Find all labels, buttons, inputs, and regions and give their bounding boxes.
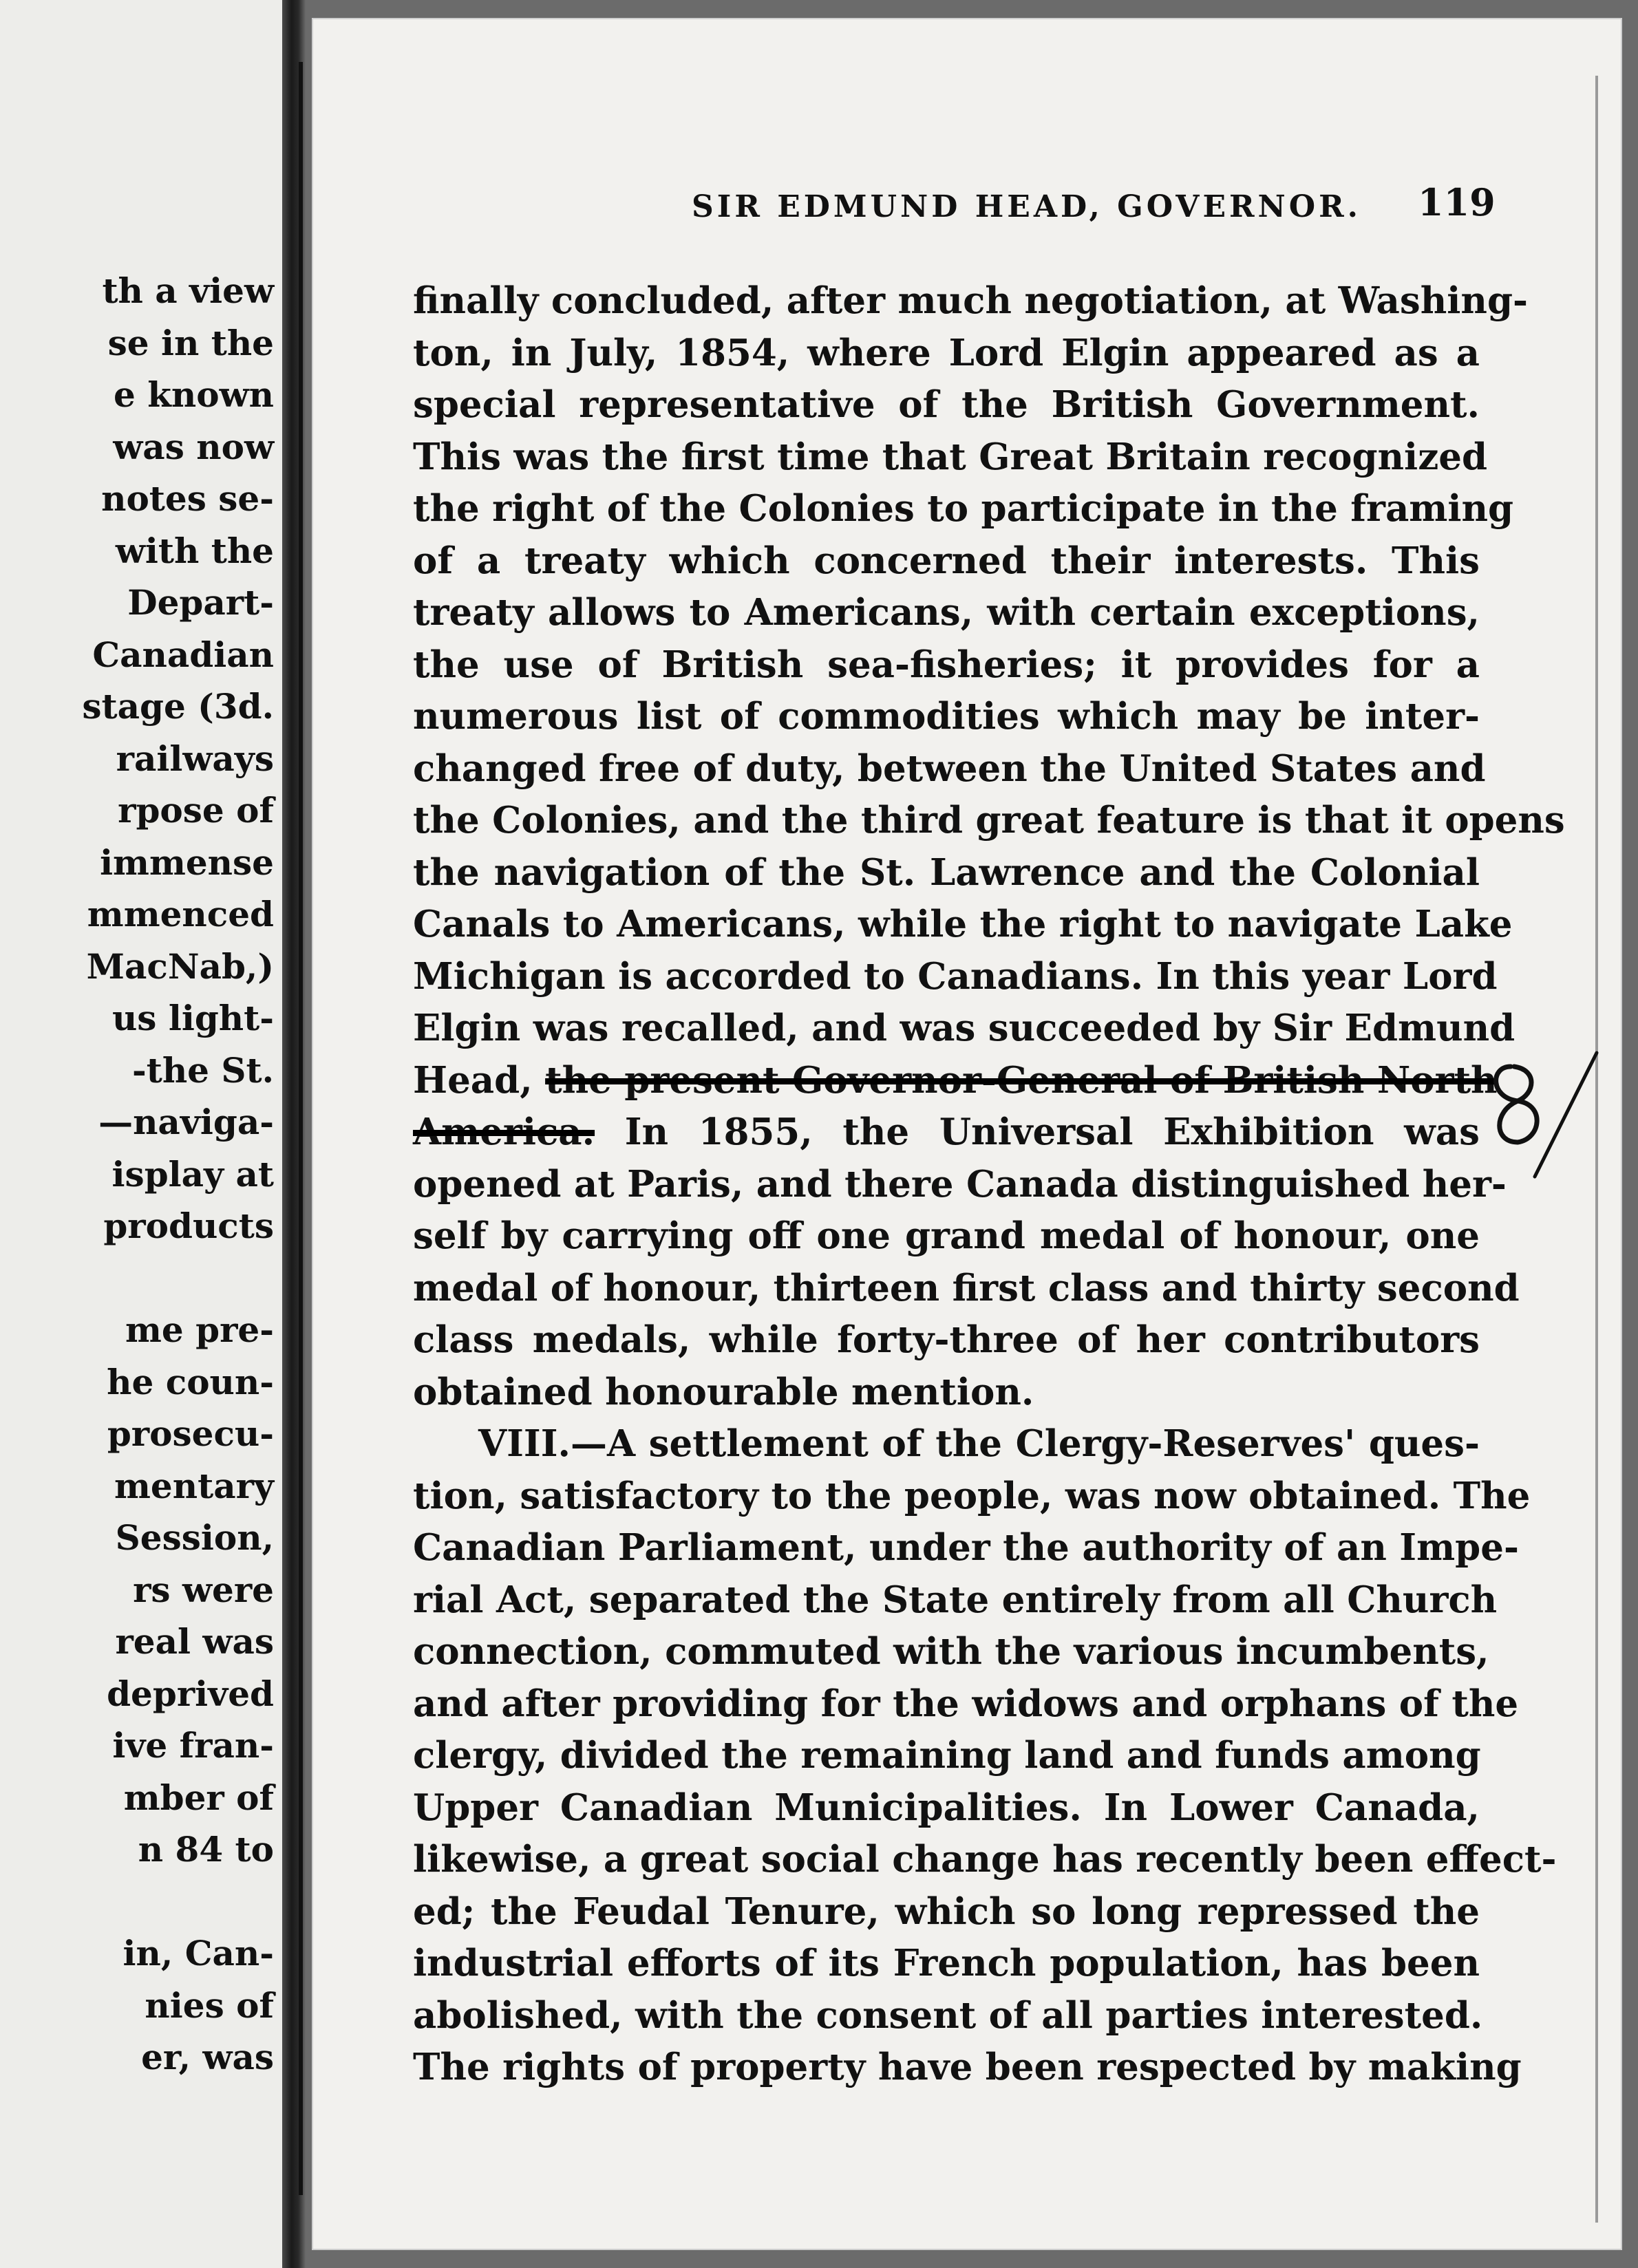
- body-line: special representative of the British Government.: [413, 383, 1480, 426]
- left-page-line: mber of: [123, 1777, 274, 1818]
- gutter-shadow-line: [299, 62, 303, 2195]
- handwritten-margin-mark: [1487, 1046, 1604, 1184]
- left-page-line: rpose of: [118, 790, 274, 831]
- left-page-line: [0, 1252, 274, 1305]
- left-page-line: Depart-: [127, 582, 274, 623]
- left-page-line: prosecu-: [107, 1413, 274, 1454]
- body-line: Upper Canadian Municipalities. In Lower Canada,: [413, 1786, 1480, 1829]
- left-facing-page: [0, 0, 282, 2268]
- body-line: and after providing for the widows and orphans of the: [413, 1682, 1519, 1725]
- left-page-line: n 84 to: [138, 1829, 274, 1870]
- left-page-text: [0, 265, 274, 2084]
- left-page-line: deprived: [107, 1673, 274, 1714]
- left-page-line: mmenced: [87, 894, 274, 934]
- running-head: SIR EDMUND HEAD, GOVERNOR.: [692, 189, 1361, 224]
- body-line: the navigation of the St. Lawrence and the Colonial: [413, 850, 1480, 894]
- body-line: connection, commuted with the various incumbents,: [413, 1630, 1489, 1673]
- left-page-line: was now: [113, 426, 274, 467]
- body-line: Canals to Americans, while the right to navigate Lake: [413, 903, 1513, 945]
- struck-text: the present Governor-General of British North: [545, 1058, 1498, 1102]
- left-page-line: us light-: [111, 998, 274, 1038]
- body-line: tion, satisfactory to the people, was now obtained. The: [413, 1474, 1531, 1517]
- body-line: The rights of property have been respected by making: [413, 2046, 1522, 2088]
- body-line: medal of honour, thirteen first class and thirty second: [413, 1266, 1520, 1309]
- left-page-line: e known: [114, 374, 274, 415]
- left-page-line: with the: [115, 530, 274, 571]
- line-rest: In 1855, the Universal Exhibition was: [624, 1111, 1480, 1153]
- body-line: finally concluded, after much negotiation, at Washing-: [413, 279, 1528, 322]
- left-page-line: [0, 1876, 274, 1928]
- body-text: [413, 275, 1565, 2094]
- line-prefix: Head,: [413, 1058, 533, 1102]
- body-line: Elgin was recalled, and was succeeded by Sir Edmund: [413, 1007, 1515, 1049]
- left-page-line: in, Can-: [123, 1933, 274, 1973]
- body-line: Canadian Parliament, under the authority of an Impe-: [413, 1526, 1519, 1569]
- body-line: opened at Paris, and there Canada distinguished her-: [413, 1162, 1507, 1206]
- left-page-line: ive fran-: [112, 1725, 274, 1766]
- body-line: Michigan is accorded to Canadians. In this year Lord: [413, 954, 1498, 998]
- body-line: self by carrying off one grand medal of honour, one: [413, 1215, 1480, 1257]
- left-page-line: se in the: [107, 322, 274, 363]
- left-page-line: MacNab,): [86, 945, 274, 987]
- body-line: changed free of duty, between the United States and: [413, 747, 1486, 790]
- body-line: abolished, with the consent of all parties interested.: [413, 1993, 1483, 2037]
- body-line: ed; the Feudal Tenure, which so long repressed the: [413, 1890, 1480, 1933]
- body-line: the use of British sea-fisheries; it provides for a: [413, 643, 1480, 686]
- section-heading-line: VIII.—A settlement of the Clergy-Reserves' ques-: [478, 1422, 1480, 1465]
- body-line-with-strikethrough: [413, 1106, 1480, 1159]
- body-line: treaty allows to Americans, with certain exceptions,: [413, 591, 1480, 634]
- left-page-line: real was: [115, 1621, 274, 1662]
- left-page-line: er, was: [141, 2037, 274, 2077]
- body-line: of a treaty which concerned their interests. This: [413, 539, 1480, 582]
- struck-text: America.: [413, 1111, 595, 1153]
- left-page-line: -the St.: [131, 1049, 274, 1091]
- body-line: rial Act, separated the State entirely from all Church: [413, 1578, 1498, 1621]
- left-page-line: he coun-: [107, 1361, 274, 1402]
- left-page-line: isplay at: [111, 1153, 274, 1195]
- left-page-line: railways: [116, 738, 274, 779]
- left-page-line: —naviga-: [98, 1102, 274, 1142]
- body-line: the right of the Colonies to participate in the framing: [413, 487, 1514, 530]
- left-page-line: nies of: [145, 1984, 274, 2026]
- body-line: clergy, divided the remaining land and funds among: [413, 1734, 1481, 1777]
- left-page-line: mentary: [114, 1465, 274, 1506]
- body-line: likewise, a great social change has recently been effect-: [413, 1838, 1557, 1881]
- left-page-line: th a view: [102, 270, 274, 311]
- left-page-line: products: [103, 1206, 274, 1246]
- left-page-line: Session,: [115, 1517, 274, 1558]
- body-line: This was the first time that Great Britain recognized: [413, 435, 1488, 478]
- body-line: class medals, while forty-three of her contributors: [413, 1318, 1480, 1361]
- left-page-line: me pre-: [125, 1309, 274, 1350]
- left-page-line: Canadian: [92, 634, 274, 675]
- body-line: obtained honourable mention.: [413, 1370, 1034, 1413]
- body-line: industrial efforts of its French population, has been: [413, 1942, 1480, 1984]
- left-page-line: stage (3d.: [82, 686, 274, 727]
- left-page-line: notes se-: [101, 478, 274, 519]
- body-line: the Colonies, and the third great feature is that it opens: [413, 799, 1565, 842]
- page-number: 119: [1418, 180, 1496, 224]
- body-line-with-strikethrough: [413, 1055, 1498, 1107]
- left-page-line: rs were: [133, 1569, 274, 1610]
- left-page-line: immense: [100, 842, 274, 883]
- body-line: numerous list of commodities which may be inter-: [413, 695, 1480, 738]
- body-line: ton, in July, 1854, where Lord Elgin appeared as a: [413, 331, 1480, 374]
